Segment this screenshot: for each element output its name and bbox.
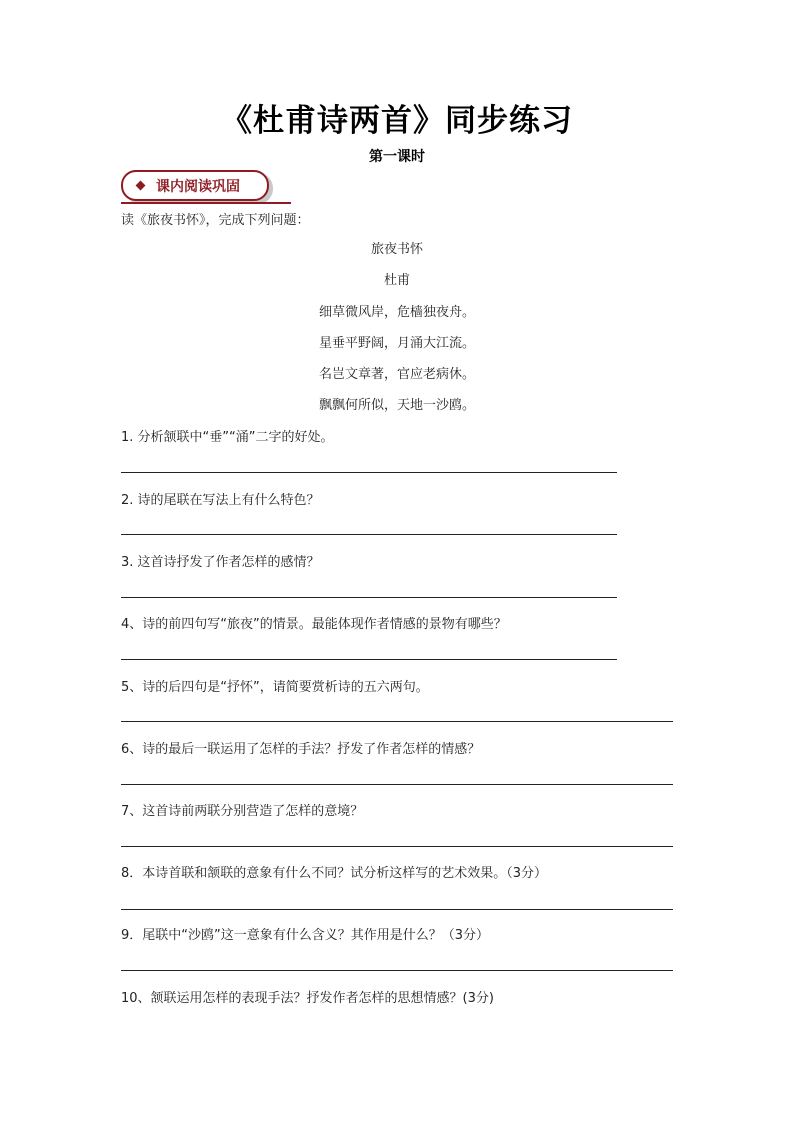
answer-line-7[interactable]: [121, 846, 673, 847]
answer-line-1[interactable]: [121, 472, 617, 473]
poem-author: 杜甫: [383, 273, 410, 288]
question-5: 5、诗的后四句是“抒怀”，请简要赏析诗的五六两句。: [121, 680, 429, 695]
answer-line-6[interactable]: [121, 784, 673, 785]
poem-line: 细草微风岸，危樯独夜舟。: [318, 305, 475, 320]
section-tab: [121, 170, 269, 201]
instruction-text: 读《旅夜书怀》，完成下列问题：: [121, 213, 310, 228]
question-1: 1. 分析颔联中“垂”“涌”二字的好处。: [121, 430, 334, 445]
answer-line-5[interactable]: [121, 721, 673, 722]
section-divider: [121, 202, 291, 204]
question-2: 2. 诗的尾联在写法上有什么特色？: [121, 493, 320, 508]
answer-line-4[interactable]: [121, 659, 617, 660]
answer-line-2[interactable]: [121, 534, 617, 535]
question-10: 10、颔联运用怎样的表现手法？抒发作者怎样的思想情感？(3分): [121, 991, 494, 1006]
question-3: 3. 这首诗抒发了作者怎样的感情？: [121, 555, 320, 570]
poem-line: 飘飘何所似，天地一沙鸥。: [318, 398, 475, 413]
question-9: 9．尾联中“沙鸥”这一意象有什么含义？其作用是什么？（3分）: [121, 928, 490, 943]
poem-line: 星垂平野阔，月涌大江流。: [318, 336, 475, 351]
answer-line-9[interactable]: [121, 970, 673, 971]
lesson-subtitle: 第一课时: [369, 149, 425, 165]
question-4: 4、诗的前四句写“旅夜”的情景。最能体现作者情感的景物有哪些？: [121, 617, 507, 632]
poem-title: 旅夜书怀: [370, 242, 423, 257]
page-title: 《杜甫诗两首》同步练习: [221, 103, 573, 139]
section-label: 课内阅读巩固: [156, 178, 240, 195]
question-8: 8．本诗首联和颔联的意象有什么不同？试分析这样写的艺术效果。（3分）: [121, 866, 548, 881]
question-6: 6、诗的最后一联运用了怎样的手法？抒发了作者怎样的情感？: [121, 742, 481, 757]
poem-line: 名岂文章著，官应老病休。: [318, 367, 475, 382]
answer-line-8[interactable]: [121, 909, 673, 910]
diamond-icon: [136, 181, 146, 191]
question-7: 7、这首诗前两联分别营造了怎样的意境？: [121, 804, 364, 819]
answer-line-3[interactable]: [121, 597, 617, 598]
